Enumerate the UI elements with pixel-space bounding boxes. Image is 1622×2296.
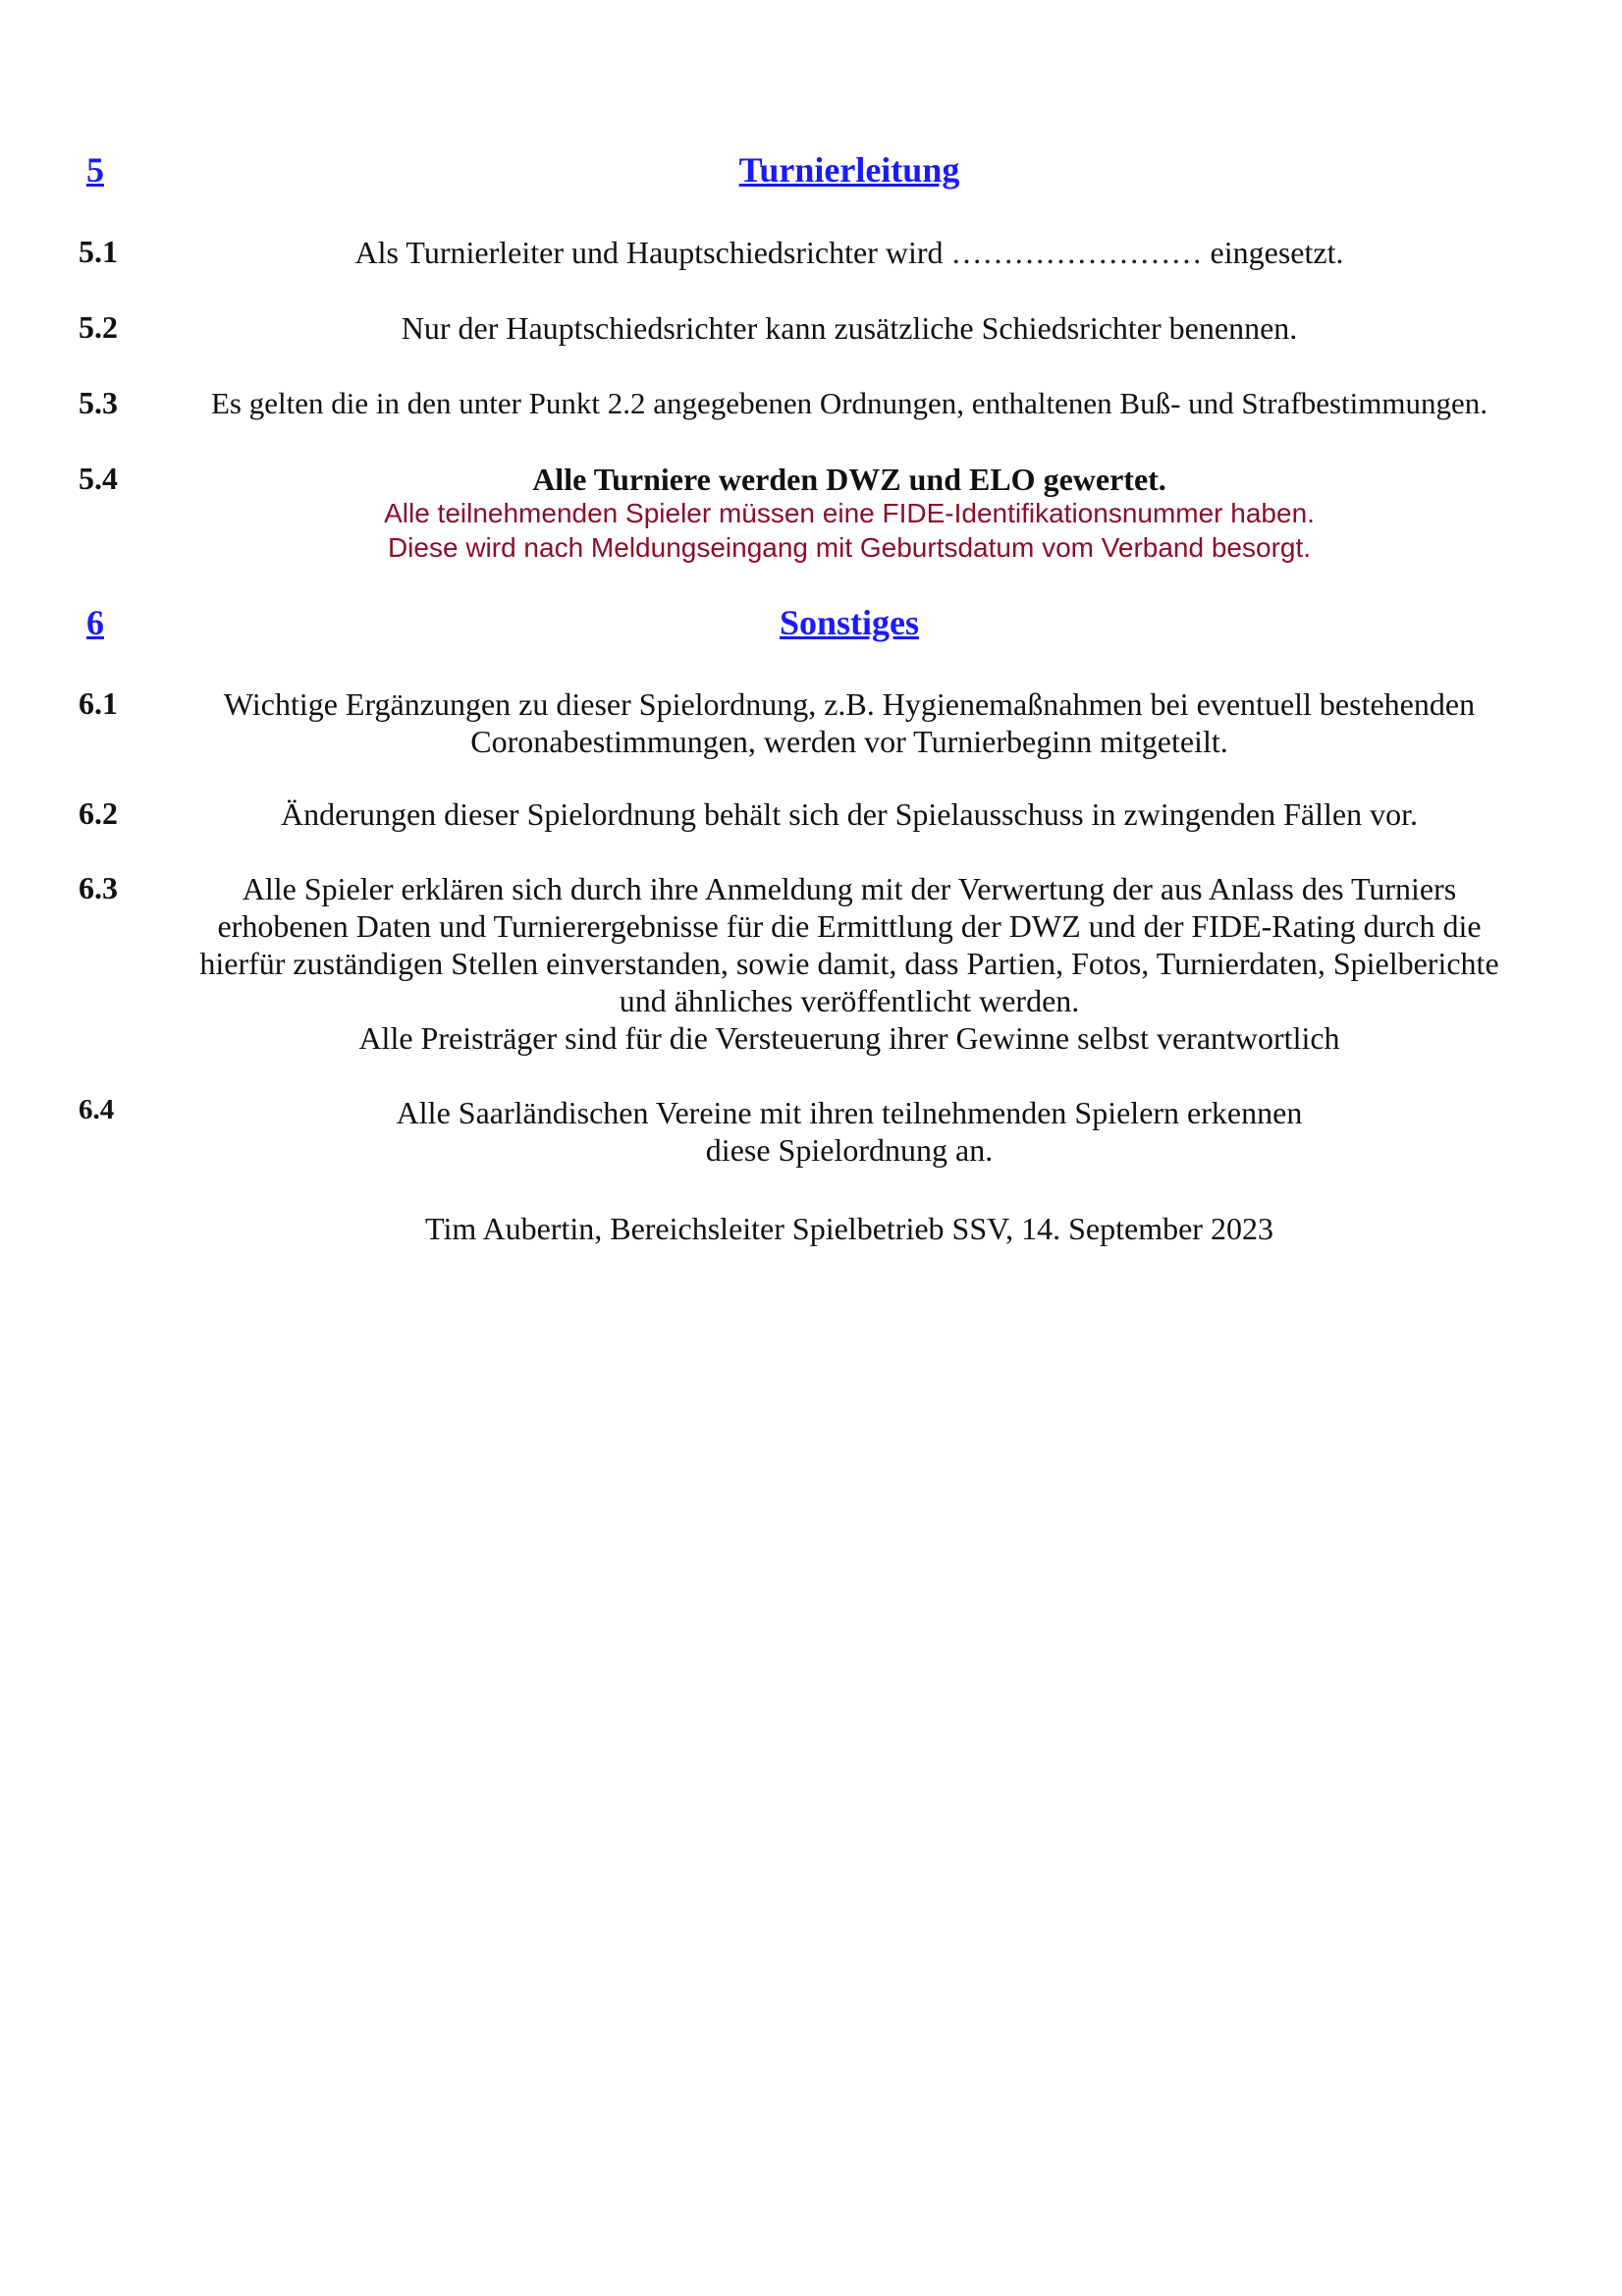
item-text-line: diese Spielordnung an. — [705, 1132, 994, 1168]
item-text-line: Alle Preisträger sind für die Versteuerung ihrer Gewinne selbst verantwortlich — [358, 1020, 1340, 1056]
item-number: 6.3 — [79, 870, 118, 905]
item-text: Es gelten die in den unter Punkt 2.2 angegebenen Ordnungen, enthaltenen Buß- und Strafbestimmungen. — [211, 386, 1487, 420]
item-bold-text: Alle Turniere werden DWZ und ELO gewertet. — [532, 462, 1166, 497]
item-number: 6.1 — [79, 685, 118, 721]
item-text-line: Wichtige Ergänzungen zu dieser Spielordnung, z.B. Hygienemaßnahmen bei eventuell bestehenden — [223, 686, 1476, 722]
item-number: 6.2 — [79, 795, 118, 831]
item-text-block — [152, 870, 1546, 1057]
item-text: Nur der Hauptschiedsrichter kann zusätzliche Schiedsrichter benennen. — [401, 310, 1298, 346]
item-text: Änderungen dieser Spielordnung behält sich der Spielausschuss in zwingenden Fällen vor. — [281, 796, 1418, 832]
section-title: Turnierleitung — [738, 150, 960, 190]
item-text-line: Alle Saarländischen Vereine mit ihren teilnehmenden Spielern erkennen — [396, 1095, 1303, 1130]
item-text-line: und ähnliches veröffentlicht werden. — [619, 983, 1080, 1018]
fide-note-line: Alle teilnehmenden Spieler müssen eine FIDE-Identifikationsnummer haben. — [384, 498, 1315, 528]
item-number: 5.2 — [79, 309, 118, 345]
item-text-line: hierfür zuständigen Stellen einverstanden, sowie damit, dass Partien, Fotos, Turnierdaten, Spielberichte — [199, 946, 1499, 981]
item-text: Als Turnierleiter und Hauptschiedsrichter wird …………………… eingesetzt. — [354, 235, 1344, 270]
section-number: 5 — [86, 150, 104, 190]
signature: Tim Aubertin, Bereichsleiter Spielbetrieb SSV, 14. September 2023 — [425, 1211, 1273, 1246]
item-text-line: erhobenen Daten und Turnierergebnisse für die Ermittlung der DWZ und der FIDE-Rating durch die — [217, 908, 1482, 944]
item-number: 5.3 — [79, 385, 118, 420]
item-number: 5.1 — [79, 234, 118, 269]
item-text-line: Alle Spieler erklären sich durch ihre Anmeldung mit der Verwertung der aus Anlass des Turniers — [242, 871, 1457, 906]
section-title: Sonstiges — [779, 603, 920, 642]
item-text-line: Coronabestimmungen, werden vor Turnierbeginn mitgeteilt. — [470, 724, 1228, 759]
item-number: 5.4 — [79, 461, 118, 496]
item-text-block — [152, 685, 1546, 760]
section-number: 6 — [86, 603, 104, 642]
item-text-block — [152, 1094, 1546, 1169]
fide-note-line: Diese wird nach Meldungseingang mit Geburtsdatum vom Verband besorgt. — [387, 532, 1312, 563]
item-number: 6.4 — [79, 1094, 115, 1125]
